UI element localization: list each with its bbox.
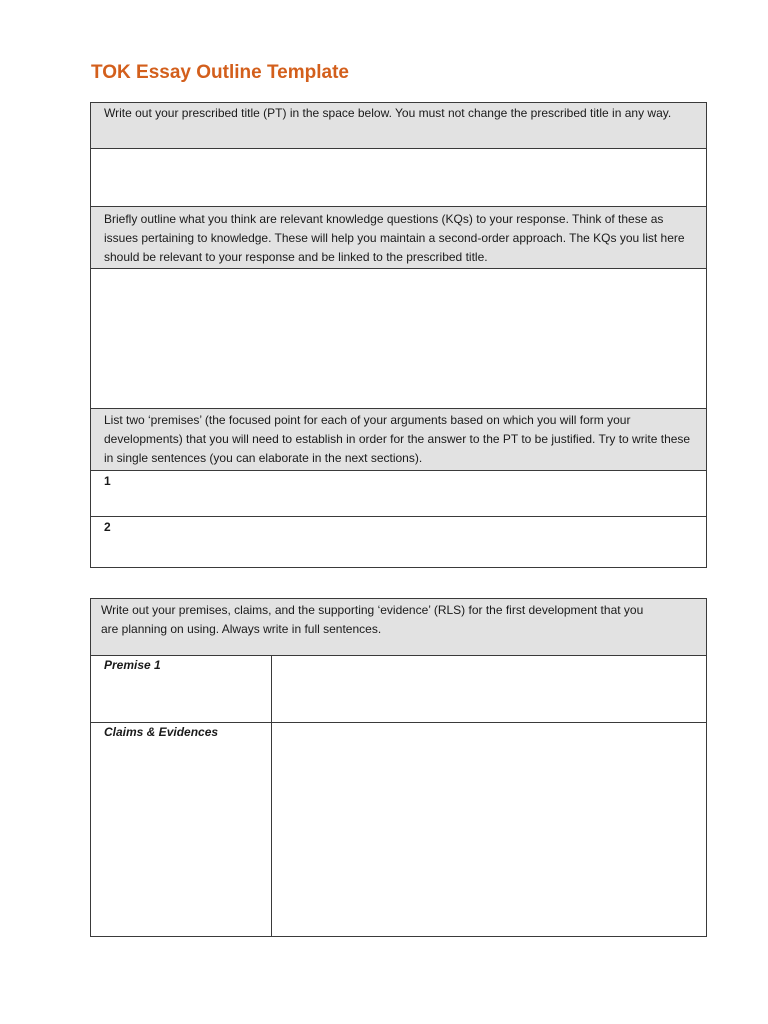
outline-table-1 (90, 102, 707, 568)
pt-instruction-row (91, 103, 706, 148)
premises-instruction-row (91, 408, 706, 470)
outline-table-2 (90, 598, 707, 937)
pt-answer-field[interactable] (91, 148, 706, 206)
premise-1-field[interactable] (91, 470, 706, 516)
development-instruction-row (91, 599, 706, 655)
kq-instruction: Briefly outline what you think are relevant knowledge questions (KQs) to your response. Think of these as issues pertaining to knowledge. These will help you maintain a second-order approach. The KQs you list here should be relevant to your response and be linked to the prescribed title. (104, 212, 685, 264)
premise-1-number: 1 (104, 474, 111, 488)
pt-instruction: Write out your prescribed title (PT) in the space below. You must not change the prescribed title in any way. (104, 106, 672, 120)
premise-1-label: Premise 1 (91, 656, 272, 722)
premise-2-field[interactable] (91, 516, 706, 567)
kq-instruction-row (91, 206, 706, 268)
premises-instruction: List two ‘premises’ (the focused point for each of your arguments based on which you will form your developments) that you will need to establish in order for the answer to the PT to be justified. Try to write these in single sentences (you can elaborate in the next sections). (104, 413, 691, 465)
claims-row (91, 722, 706, 936)
premise-2-number: 2 (104, 520, 111, 534)
premise-1-row (91, 655, 706, 722)
document-title: TOK Essay Outline Template (91, 62, 349, 83)
claims-evidences-input[interactable] (272, 723, 706, 936)
development-instruction: Write out your premises, claims, and the supporting ‘evidence’ (RLS) for the first development that you are planning on using. Always write in full sentences. (101, 603, 644, 636)
premise-1-input[interactable] (272, 656, 706, 722)
claims-evidences-label: Claims & Evidences (91, 723, 272, 936)
kq-answer-field[interactable] (91, 268, 706, 408)
